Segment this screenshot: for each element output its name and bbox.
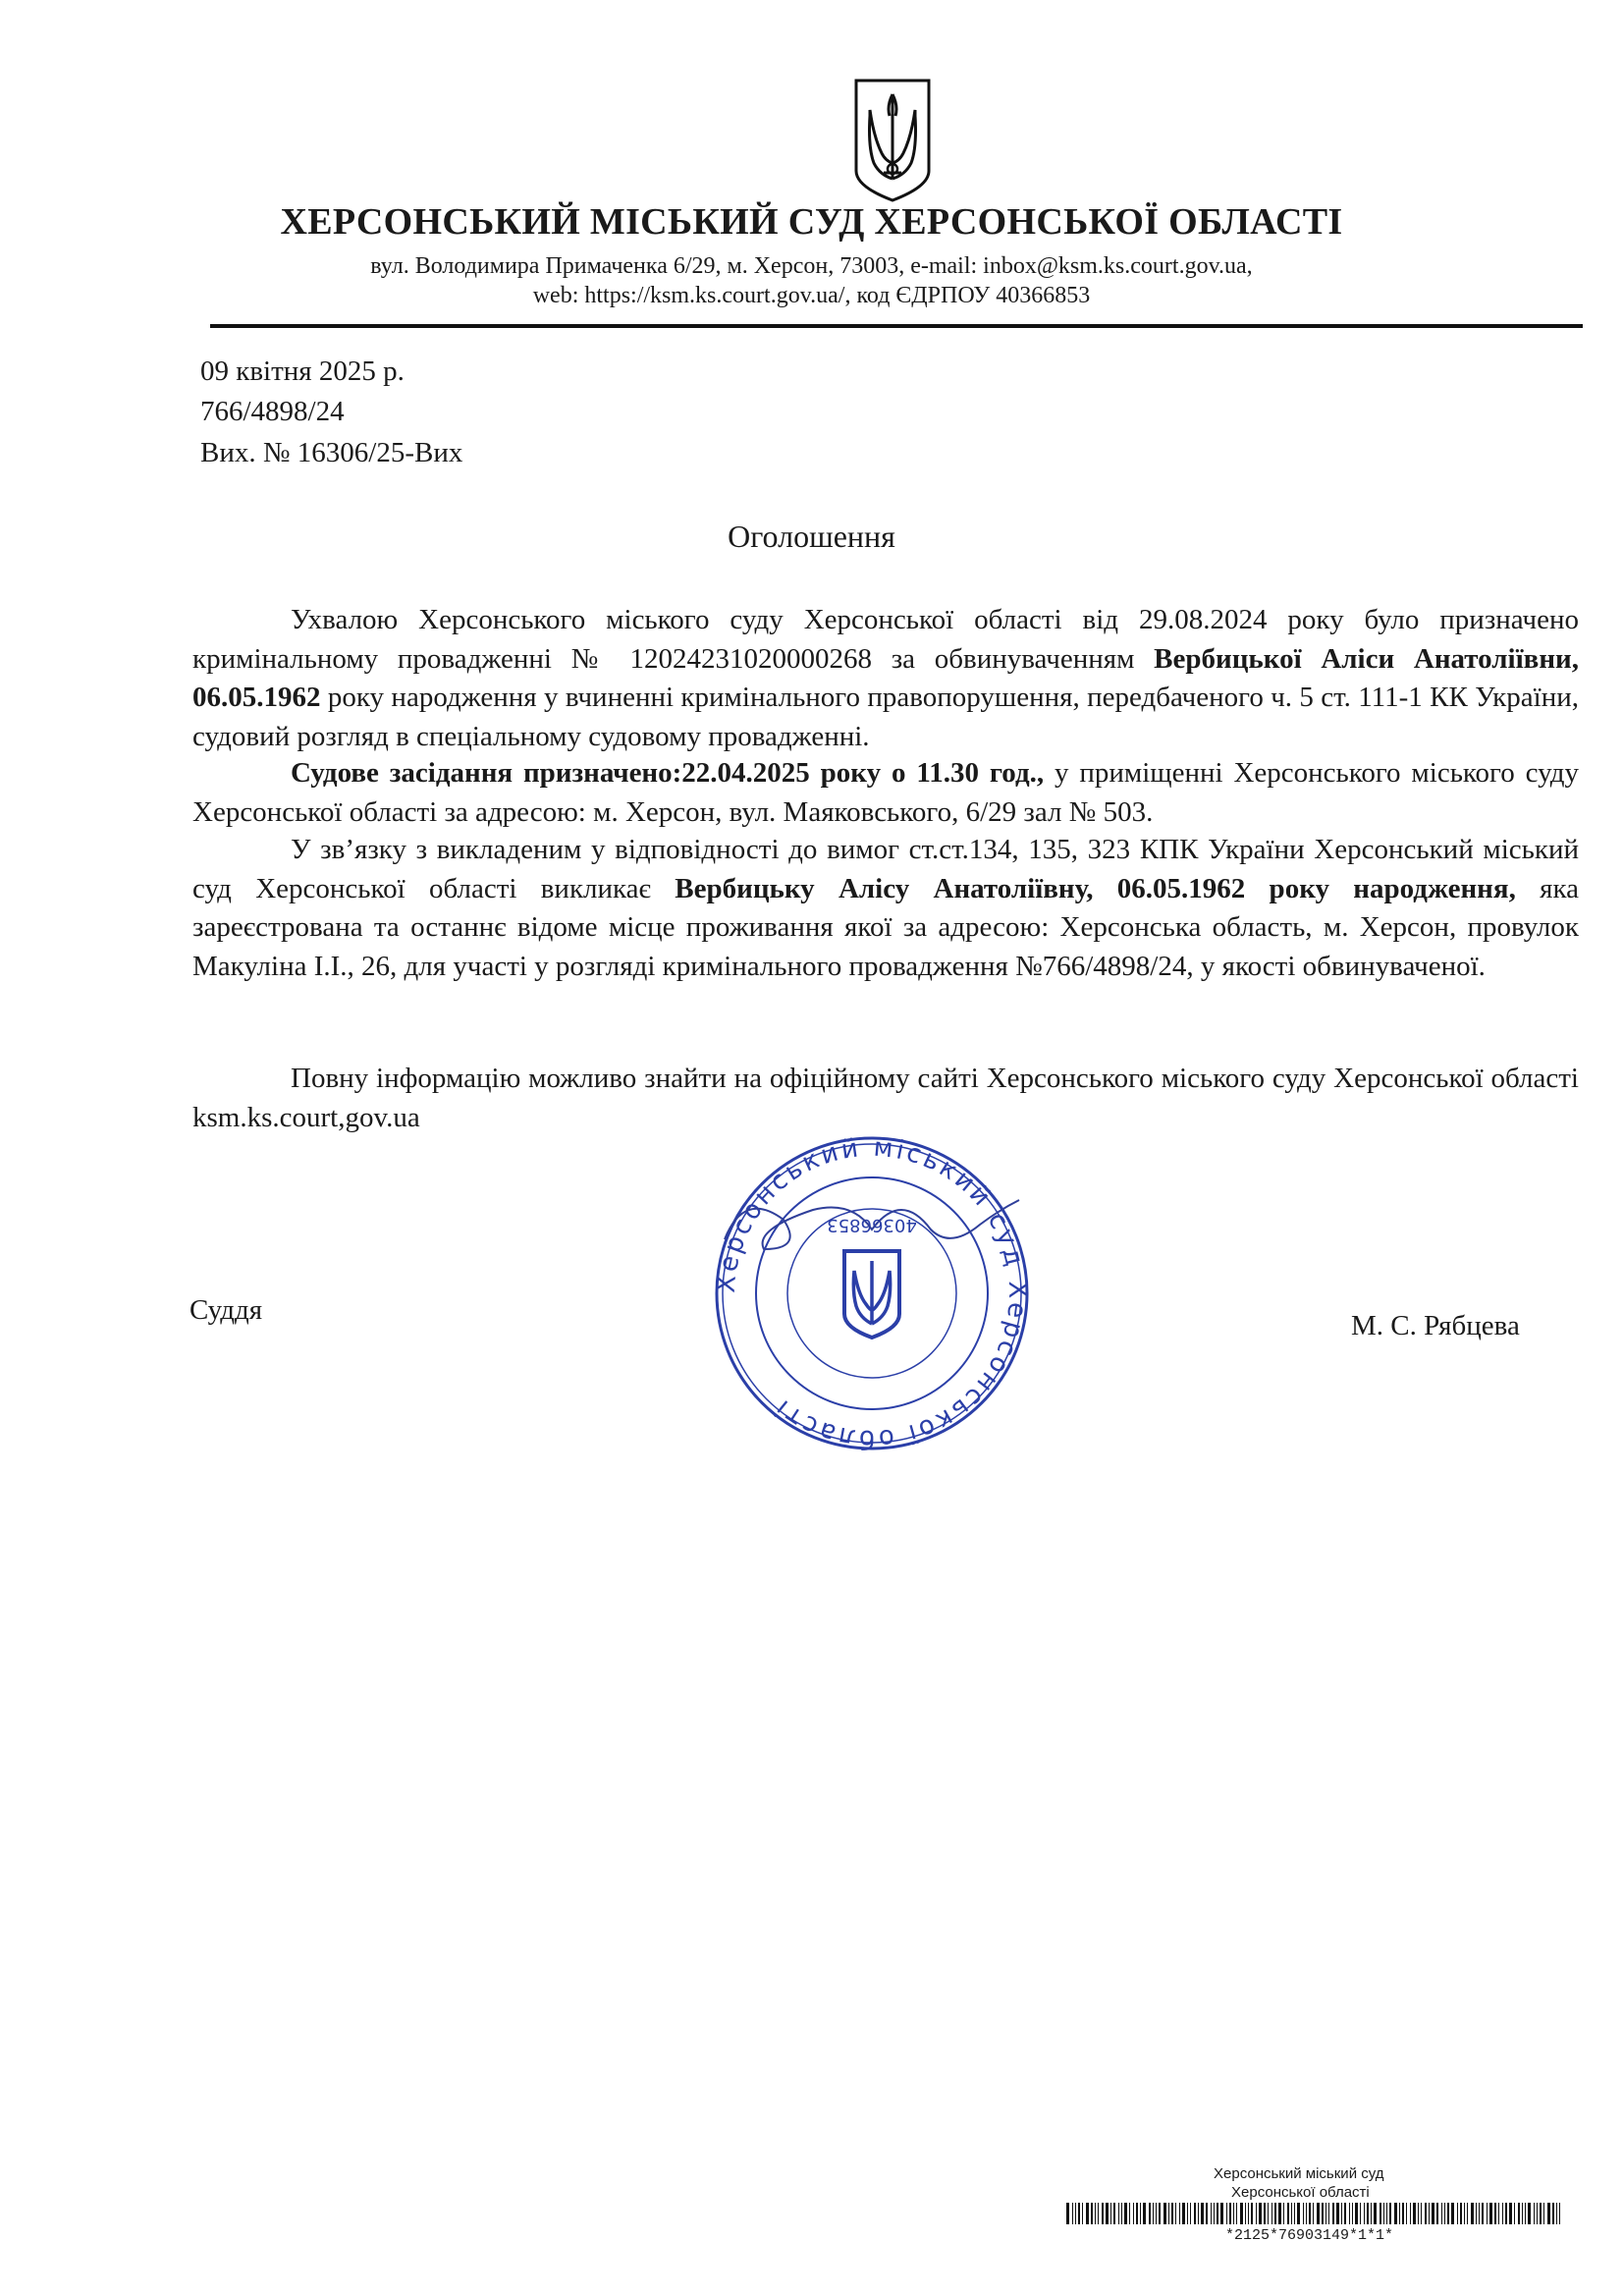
stamp-trident-icon [844, 1251, 899, 1338]
outgoing-number: Вих. № 16306/25-Вих [200, 437, 463, 468]
paragraph-ruling: Ухвалою Херсонського міського суду Херсонської області від 29.08.2024 року було призначено кримінальному провадженні № 12024231020000268 за обвинуваченням Вербицької Аліси Анатоліївни, 06.05.1962 року народження у вчиненні кримінального правопорушення, передбаченого ч. 5 ст. 111-1 КК України, судовий розгляд в спеціальному судовому провадженні. [192, 604, 1579, 752]
letter-date: 09 квітня 2025 р. [200, 355, 405, 387]
footer-court-line2: Херсонської області [1231, 2184, 1370, 2201]
header-divider [210, 324, 1583, 328]
trident-icon [850, 77, 935, 204]
court-title: ХЕРСОНСЬКИЙ МІСЬКИЙ СУД ХЕРСОНСЬКОЇ ОБЛАСТІ [280, 201, 1343, 243]
paragraph-hearing: Судове засідання призначено:22.04.2025 року о 11.30 год., у приміщенні Херсонського міського суду Херсонської області за адресою: м. Херсон, вул. Маяковського, 6/29 зал № 503. [192, 757, 1579, 828]
signature-role: Суддя [189, 1294, 263, 1326]
document-heading: Оголошення [728, 519, 895, 554]
barcode [1066, 2203, 1567, 2224]
case-number: 766/4898/24 [200, 396, 345, 427]
signature-name: М. С. Рябцева [1351, 1310, 1520, 1341]
court-stamp [705, 1131, 1039, 1455]
stamp-text: Херсонський міський суд Херсонської області [711, 1132, 1033, 1454]
court-web-line: web: https://ksm.ks.court.gov.ua/, код ЄДРПОУ 40366853 [532, 283, 1091, 308]
barcode-number: *2125*76903149*1*1* [1225, 2227, 1394, 2244]
stamp-code: 40366853 [827, 1215, 917, 1235]
paragraph-info: Повну інформацію можливо знайти на офіційному сайті Херсонського міського суду Херсонської області ksm.ks.court,gov.ua [192, 1063, 1579, 1133]
paragraph-summons: У зв’язку з викладеним у відповідності до вимог ст.ст.134, 135, 323 КПК України Херсонський міський суд Херсонської області викликає Вербицьку Алісу Анатоліївну, 06.05.1962 року народження, яка зареєстрована та останнє відоме місце проживання якої за адресою: Херсонська область, м. Херсон, провулок Макуліна І.І., 26, для участі у розгляді кримінального провадження №766/4898/24, у якості обвинуваченої. [192, 834, 1579, 982]
court-address-line: вул. Володимира Примаченка 6/29, м. Херсон, 73003, e-mail: inbox@ksm.ks.court.gov.ua, [370, 253, 1253, 279]
footer-court-line1: Херсонський міський суд [1214, 2165, 1384, 2182]
